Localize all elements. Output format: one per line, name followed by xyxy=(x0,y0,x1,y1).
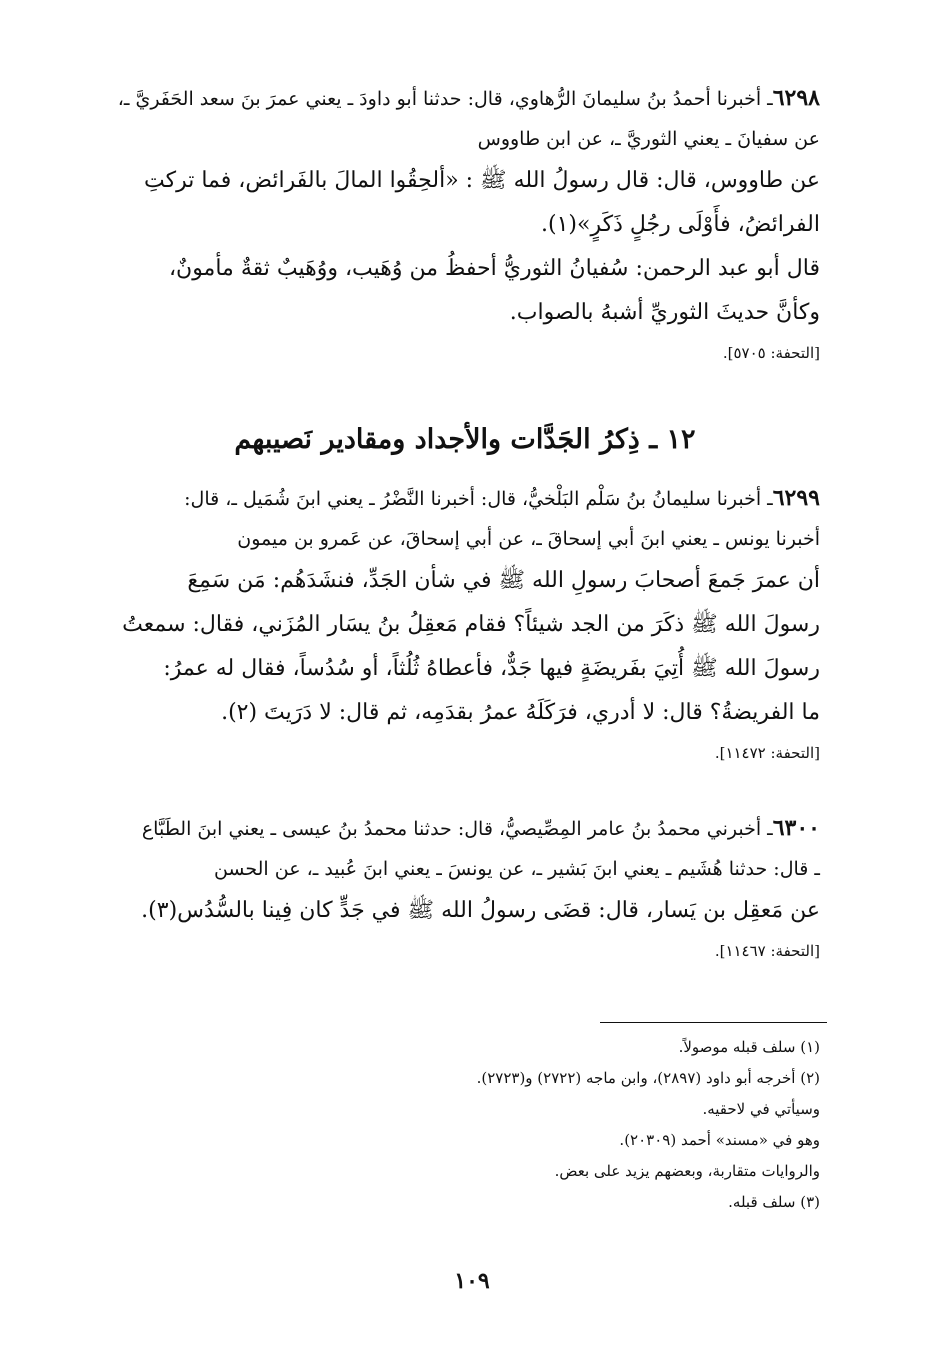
hadith-number: ٦٢٩٨ xyxy=(772,85,820,111)
hadith-6299 xyxy=(110,478,820,763)
footnote-item: وسيأتي في لاحقيه. xyxy=(702,1100,820,1118)
tuhfa-reference: [التحفة: ٥٧٠٥]. xyxy=(722,344,820,362)
hadith-number: ٦٢٩٩ xyxy=(772,485,820,511)
isnad-text: ـ أخبرني محمدُ بنُ عامر المِصِّيصيُّ، قال: حدثنا محمدُ بنُ عيسى ـ يعني ابنَ الطَبَّاع xyxy=(141,818,773,840)
hadith-6298 xyxy=(110,78,820,363)
isnad-line xyxy=(110,78,820,119)
matn-line: ما الفريضةُ؟ قال: لا أدري، فرَكَلَهُ عمرُ بقدَمِه، ثم قال: لا دَرَيتَ (٢). xyxy=(221,700,820,725)
matn-line: عن طاووس، قال: قال رسولُ الله ﷺ : «ألحِقُوا المالَ بالفَرائض، فما تركتِ xyxy=(144,168,820,193)
hadith-6300 xyxy=(110,808,820,961)
isnad-line: ـ قال: حدثنا هُشَيم ـ يعني ابنَ بَشير ـ، عن يونسَ ـ يعني ابنَ عُبيد ـ، عن الحسن xyxy=(213,858,820,880)
footnote-item: والروايات متقاربة، وبعضهم يزيد على بعض. xyxy=(554,1162,820,1180)
footnote-item: (١) سلف قبله موصولاً. xyxy=(678,1038,820,1056)
isnad-line: عن سفيانَ ـ يعني الثوريَّ ـ، عن ابن طاووس xyxy=(477,128,820,150)
isnad-text: ـ أخبرنا أحمدُ بنُ سليمانَ الرُّهاوي، قال: حدثنا أبو داودَ ـ يعني عمرَ بنَ سعد الحَفَريَّ ـ، xyxy=(117,88,773,110)
matn-line: الفرائضُ، فأَوْلَى رجُلٍ ذَكَرٍ»(١). xyxy=(541,212,820,237)
isnad-line: أخبرنا يونس ـ يعني ابنَ أبي إسحاقَ ـ، عن أبي إسحاقَ، عن عَمرو بن ميمون xyxy=(237,528,820,550)
matn-line: رسولَ الله ﷺ أُتِيَ بفَريضَةٍ فيها جَدٌّ، فأعطاهُ ثُلُثاً، أو سُدُساً، فقال له عمرُ: xyxy=(163,656,820,681)
footnote-item: وهو في «مسند» أحمد (٢٠٣٠٩). xyxy=(619,1131,820,1149)
isnad-line xyxy=(110,478,820,519)
comment-line: قال أبو عبد الرحمن: سُفيانُ الثوريُّ أحفظُ من وُهَيب، ووُهَيبٌ ثقةٌ مأمونٌ، xyxy=(168,256,820,281)
chapter-title: ١٢ ـ ذِكرُ الجَدَّات والأجداد ومقادير نَصيبهم xyxy=(234,424,696,455)
page-number: ١٠٩ xyxy=(454,1268,490,1294)
isnad-text: ـ أخبرنا سليمانُ بنُ سَلْم البَلْخيُّ، قال: أخبرنا النَّضْرُ ـ يعني ابنَ شُمَيل ـ، قال: xyxy=(184,488,773,510)
footnotes xyxy=(110,1032,820,1218)
matn-line: أن عمرَ جَمعَ أصحابَ رسولِ الله ﷺ في شأن الجَدِّ، فنشَدَهُم: مَن سَمِعَ xyxy=(187,568,820,593)
matn-line: عن مَعقِل بن يَسار، قال: قضَى رسولُ الله ﷺ في جَدٍّ كان فِينا بالسُّدُس(٣). xyxy=(141,898,820,923)
tuhfa-reference: [التحفة: ١١٤٧٢]. xyxy=(714,744,820,762)
footnote-divider xyxy=(600,1022,827,1023)
tuhfa-reference: [التحفة: ١١٤٦٧]. xyxy=(714,942,820,960)
hadith-number: ٦٣٠٠ xyxy=(772,815,820,841)
isnad-line xyxy=(110,808,820,849)
comment-line: وكأنَّ حديثَ الثوريِّ أشبهُ بالصواب. xyxy=(509,300,820,325)
footnote-item: (٢) أخرجه أبو داود (٢٨٩٧)، وابن ماجه (٢٧٢٢) و(٢٧٢٣). xyxy=(476,1069,820,1087)
footnote-item: (٣) سلف قبله. xyxy=(728,1193,820,1211)
matn-line: رسولَ الله ﷺ ذكَرَ من الجد شيئاً؟ فقام مَعقِلُ بنُ يسَار المُزَني، فقال: سمعتُ xyxy=(122,612,820,637)
